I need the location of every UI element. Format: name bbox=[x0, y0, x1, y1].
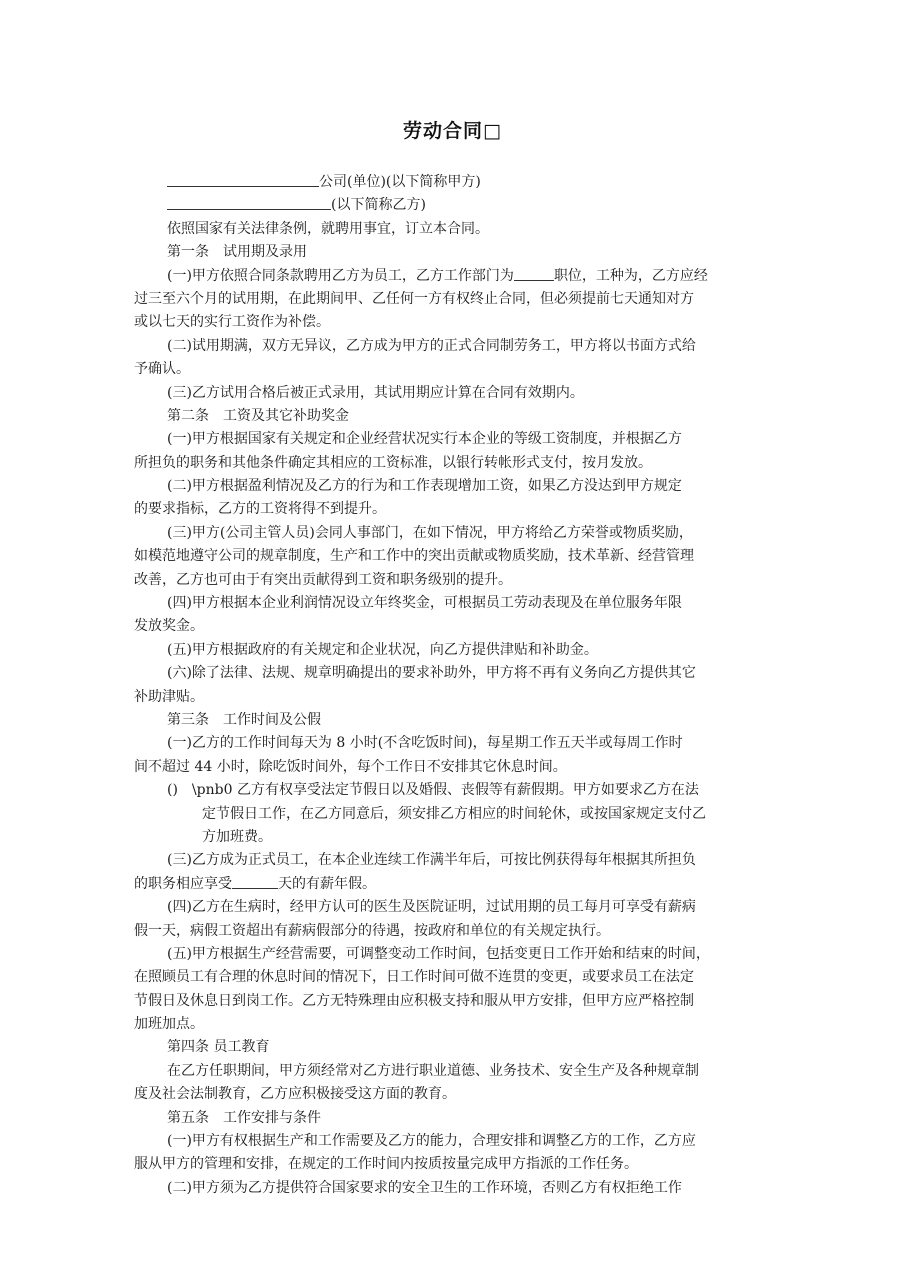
paragraph-line: 如模范地遵守公司的规章制度，生产和工作中的突出贡献或物质奖励，技术革新、经营管理 bbox=[134, 548, 694, 565]
paragraph-line: (四)乙方在生病时，经甲方认可的医生及医院证明，过试用期的员工每月可享受有薪病 bbox=[167, 899, 696, 916]
paragraph-line: 间不超过 44 小时，除吃饭时间外，每个工作日不安排其它休息时间。 bbox=[134, 758, 567, 775]
paragraph-line: (六)除了法律、法规、规章明确提出的要求补助外，甲方将不再有义务向乙方提供其它 bbox=[167, 665, 696, 682]
paragraph-line: 所担负的职务和其他条件确定其相应的工资标准，以银行转帐形式支付，按月发放。 bbox=[134, 454, 652, 471]
article-heading: 第一条 试用期及录用 bbox=[167, 244, 307, 261]
leave-days-blank[interactable] bbox=[232, 873, 278, 889]
paragraph-line: (一)甲方依照合同条款聘用乙方为员工，乙方工作部门为 职位，工种为，乙方应经 bbox=[134, 265, 774, 288]
paragraph-line: 方加班费。 bbox=[202, 828, 272, 845]
paragraph-line: (二)试用期满，双方无异议，乙方成为甲方的正式合同制劳务工，甲方将以书面方式给 bbox=[167, 337, 696, 354]
paragraph-line: (五)甲方根据生产经营需要，可调整变动工作时间，包括变更日工作开始和结束的时间， bbox=[167, 945, 710, 962]
paragraph-line: (二)甲方根据盈利情况及乙方的行为和工作表现增加工资，如果乙方没达到甲方规定 bbox=[167, 478, 682, 495]
party-a-label: 公司(单位)(以下简称甲方) bbox=[319, 174, 481, 190]
department-blank[interactable] bbox=[514, 265, 554, 281]
paragraph-line: (二)甲方须为乙方提供符合国家要求的安全卫生的工作环境，否则乙方有权拒绝工作 bbox=[167, 1179, 682, 1196]
paragraph-line: 的要求指标，乙方的工资将得不到提升。 bbox=[134, 501, 386, 518]
article-heading: 第二条 工资及其它补助奖金 bbox=[167, 407, 349, 424]
document-title: 劳动合同□ bbox=[403, 120, 502, 142]
paragraph-line: 过三至六个月的试用期，在此期间甲、乙任何一方有权终止合同，但必须提前七天通知对方 bbox=[134, 290, 694, 307]
party-a-blank[interactable] bbox=[167, 171, 319, 187]
article-heading: 第五条 工作安排与条件 bbox=[167, 1109, 321, 1126]
paragraph-line: 或以七天的实行工资作为补偿。 bbox=[134, 314, 330, 331]
article-heading: 第四条 员工教育 bbox=[167, 1039, 270, 1056]
paragraph-line: 服从甲方的管理和安排，在规定的工作时间内按质按量完成甲方指派的工作任务。 bbox=[134, 1156, 638, 1173]
paragraph-line: 加班加点。 bbox=[134, 1016, 204, 1033]
paragraph-line: 在乙方任职期间，甲方须经常对乙方进行职业道德、业务技术、安全生产及各种规章制 bbox=[167, 1062, 699, 1079]
paragraph-line: () \pnb0 乙方有权享受法定节假日以及婚假、丧假等有薪假期。甲方如要求乙方在法 bbox=[167, 782, 699, 799]
paragraph-line: 补助津贴。 bbox=[134, 688, 204, 705]
paragraph-line: 改善，乙方也可由于有突出贡献得到工资和职务级别的提升。 bbox=[134, 571, 512, 588]
paragraph-line: (三)乙方试用合格后被正式录用，其试用期应计算在合同有效期内。 bbox=[167, 384, 584, 401]
paragraph-line: (五)甲方根据政府的有关规定和企业状况，向乙方提供津贴和补助金。 bbox=[167, 641, 598, 658]
paragraph-line: (三)甲方(公司主管人员)会同人事部门，在如下情况，甲方将给乙方荣誉或物质奖励， bbox=[167, 524, 693, 541]
paragraph-line: (四)甲方根据本企业利润情况设立年终奖金，可根据员工劳动表现及在单位服务年限 bbox=[167, 595, 682, 612]
paragraph-line: (三)乙方成为正式员工，在本企业连续工作满半年后，可按比例获得每年根据其所担负 bbox=[167, 852, 696, 869]
party-b-label: (以下简称乙方) bbox=[331, 197, 426, 214]
party-a-line bbox=[134, 171, 774, 194]
paragraph-line: 假一天，病假工资超出有薪病假部分的待遇，按政府和单位的有关规定执行。 bbox=[134, 922, 610, 939]
party-b-line bbox=[134, 194, 774, 217]
preamble: 依照国家有关法律条例，就聘用事宜，订立本合同。 bbox=[167, 220, 489, 237]
paragraph-line: (一)乙方的工作时间每天为 8 小时(不含吃饭时间)，每星期工作五天半或每周工作时 bbox=[167, 735, 683, 752]
paragraph-line: 的职务相应享受 天的有薪年假。 bbox=[134, 873, 774, 896]
paragraph-line: 度及社会法制教育，乙方应积极接受这方面的教育。 bbox=[134, 1086, 456, 1103]
paragraph-line: 予确认。 bbox=[134, 361, 190, 378]
paragraph-line: (一)甲方根据国家有关规定和企业经营状况实行本企业的等级工资制度，并根据乙方 bbox=[167, 431, 682, 448]
paragraph-line: (一)甲方有权根据生产和工作需要及乙方的能力，合理安排和调整乙方的工作，乙方应 bbox=[167, 1133, 696, 1150]
paragraph-line: 发放奖金。 bbox=[134, 618, 204, 635]
paragraph-line: 节假日及休息日到岗工作。乙方无特殊理由应积极支持和服从甲方安排，但甲方应严格控制 bbox=[134, 992, 694, 1009]
document-body bbox=[134, 171, 774, 1200]
party-b-blank[interactable] bbox=[167, 194, 331, 210]
article-heading: 第三条 工作时间及公假 bbox=[167, 711, 321, 728]
paragraph-line: 在照顾员工有合理的休息时间的情况下，日工作时间可做不连贯的变更，或要求员工在法定 bbox=[134, 969, 694, 986]
paragraph-line: 定节假日工作，在乙方同意后，须安排乙方相应的时间轮休，或按国家规定支付乙 bbox=[202, 805, 706, 822]
